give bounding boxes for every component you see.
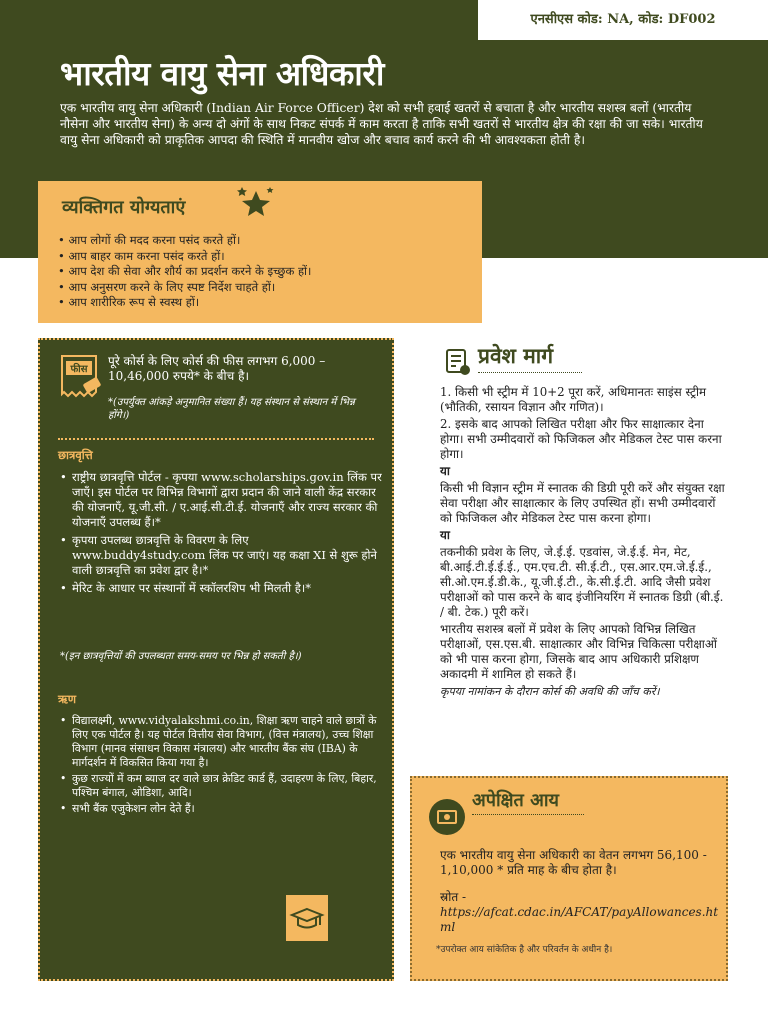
list-item: • आप बाहर काम करना पसंद करते हों।: [58, 249, 462, 265]
or-label: या: [440, 464, 450, 478]
fee-note: *(उपर्युक्त आंकड़े अनुमानित संख्या हैं। यह संस्थान से संस्थान में भिन्न होंगे।): [108, 397, 355, 421]
income-note: *उपरोक्त आय सांकेतिक है और परिवर्तन के अधीन है।: [436, 945, 613, 955]
scholarship-list: [60, 470, 382, 599]
income-source: [440, 890, 720, 935]
loan-list: [60, 714, 382, 818]
checklist-icon: [444, 347, 472, 381]
entry-step-2: 2. इसके बाद आपको लिखित परीक्षा और फिर साक्षात्कार देना होगा। सभी उम्मीदवारों को फिजिकल और मेडिकल टेस्ट पास करना होगा।: [440, 417, 722, 461]
expected-income-box: [410, 776, 728, 981]
entry-option-technical: तकनीकी प्रवेश के लिए, जे.ई.ई. एडवांस, जे.ई.ई. मेन, मेट, बी.आई.टी.ई.ई.ई., एम.एच.टी. सी.ई.टी., एस.आर.एम.जे.ई.ई., सी.ओ.एम.ई.डी.के., यू.जी.ई.टी., के.सी.ई.टी. आदि जैसी प्रवेश परीक्षाओं को पास करने के बाद इंजीनियरिंग में स्नातक डिग्री (बी.ई. / बी. टेक.) पूरी करें।: [440, 545, 724, 619]
income-text: एक भारतीय वायु सेना अधिकारी का वेतन लगभग 56,100 - 1,10,000 * प्रति माह के बीच होता है।: [440, 848, 707, 877]
list-item: • आप लोगों की मदद करना पसंद करते हों।: [58, 233, 462, 249]
entry-route-title: प्रवेश मार्ग: [478, 344, 554, 368]
divider: [58, 438, 374, 440]
money-icon: [428, 798, 466, 840]
fees-scholarship-panel: [38, 338, 394, 981]
fee-text: पूरे कोर्स के लिए कोर्स की फीस लगभग 6,000 – 10,46,000 रुपये* के बीच है।: [108, 354, 326, 383]
career-code: एनसीएस कोड: NA, कोड: DF002: [478, 0, 768, 40]
intro-paragraph: एक भारतीय वायु सेना अधिकारी (Indian Air Force Officer) देश को सभी हवाई खतरों से बचाता है और भारतीय सशस्त्र बलों (भारतीय नौसेना और भारतीय सेना) के अन्य दो अंगों के साथ निकट संपर्क में काम करता है ताकि सभी खतरों से भारतीय क्षेत्र की रक्षा की जा सके। भारतीय वायु सेना अधिकारी को प्राकृतिक आपदा की स्थिति में मानवीय खोज और बचाव कार्य करने की भी आवश्यकता होती है।: [60, 101, 703, 147]
income-title: अपेक्षित आय: [472, 790, 559, 811]
list-item: • सभी बैंक एजुकेशन लोन देते हैं।: [60, 802, 382, 816]
entry-armed-forces: भारतीय सशस्त्र बलों में प्रवेश के लिए आपको विभिन्न लिखित परीक्षाओं, एस.एस.बी. साक्षात्कार और विभिन्न चिकित्सा परीक्षाओं को भी पास करना होगा, जिसके बाद आप अधिकारी प्रशिक्षण अकादमी में शामिल हो सकते हैं।: [440, 622, 717, 681]
list-item: • कृपया उपलब्ध छात्रवृत्ति के विवरण के लिए www.buddy4study.com लिंक पर जाएं। यह कक्षा XI से शुरू होने वाली छात्रवृत्ति का प्रवेश द्वार है।*: [60, 533, 382, 578]
loan-heading: ऋण: [58, 692, 77, 706]
list-item: • मेरिट के आधार पर संस्थानों में स्कॉलरशिप भी मिलती है।*: [60, 581, 382, 596]
qualities-title: व्यक्तिगत योग्यताएं: [62, 197, 186, 218]
personal-qualities-box: [38, 181, 482, 323]
divider: [478, 372, 582, 373]
source-label: स्रोत -: [440, 890, 467, 904]
entry-step-1: 1. किसी भी स्ट्रीम में 10+2 पूरा करें, अधिमानतः साइंस स्ट्रीम (भौतिकी, रसायन विज्ञान और गणित)।: [440, 385, 707, 414]
or-label: या: [440, 528, 450, 542]
fee-receipt-icon: [58, 352, 104, 406]
scholarship-heading: छात्रवृत्ति: [58, 448, 93, 462]
qualities-list: [58, 233, 462, 311]
list-item: • विद्यालक्ष्मी, www.vidyalakshmi.co.in, शिक्षा ऋण चाहने वाले छात्रों के लिए एक पोर्टल है। यह पोर्टल वित्तीय सेवा विभाग, (वित्त मंत्रालय), उच्च शिक्षा विभाग (मानव संसाधन विकास मंत्रालय) और भारतीय बैंक संघ (IBA) के मार्गदर्शन में विकसित किया गया है।: [60, 714, 382, 770]
entry-option-graduate: किसी भी विज्ञान स्ट्रीम में स्नातक की डिग्री पूरी करें और संयुक्त रक्षा सेवा परीक्षा और साक्षात्कार के लिए उपस्थित हों। सभी उम्मीदवारों को फिजिकल और मेडिकल टेस्ट पास करना होगा।: [440, 481, 725, 525]
entry-note: कृपया नामांकन के दौरान कोर्स की अवधि की जाँच करें।: [440, 685, 660, 698]
list-item: • आप शारीरिक रूप से स्वस्थ हों।: [58, 295, 462, 311]
divider: [472, 814, 584, 815]
scholarship-note: *(इन छात्रवृत्तियों की उपलब्धता समय-समय पर भिन्न हो सकती है।): [60, 651, 302, 662]
page-title: भारतीय वायु सेना अधिकारी: [60, 54, 384, 93]
stars-icon: [236, 187, 276, 221]
list-item: • आप अनुसरण करने के लिए स्पष्ट निर्देश चाहते हों।: [58, 280, 462, 296]
list-item: • राष्ट्रीय छात्रवृत्ति पोर्टल - कृपया www.scholarships.gov.in लिंक पर जाएँ। इस पोर्टल पर विभिन्न विभागों द्वारा प्रदान की जाने वाली केंद्र सरकार की योजनाएँ, यू.जी.सी. / ए.आई.सी.टी.ई. योजनाएँ और राज्य सरकार की योजनाएँ उपलब्ध हैं।*: [60, 470, 382, 530]
entry-route-body: [440, 385, 730, 701]
source-link[interactable]: https://afcat.cdac.in/AFCAT/payAllowances.html: [440, 905, 719, 934]
list-item: • कुछ राज्यों में कम ब्याज दर वाले छात्र क्रेडिट कार्ड हैं, उदाहरण के लिए, बिहार, पश्चिम बंगाल, ओडिशा, आदि।: [60, 772, 382, 800]
list-item: • आप देश की सेवा और शौर्य का प्रदर्शन करने के इच्छुक हों।: [58, 264, 462, 280]
graduation-cap-icon: [286, 895, 328, 941]
fee-icon-label: फीस: [70, 364, 88, 375]
